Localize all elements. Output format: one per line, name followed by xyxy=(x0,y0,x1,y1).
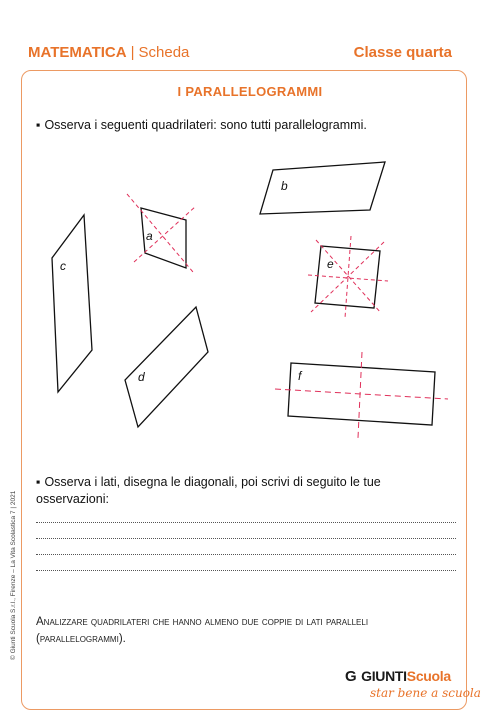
instruction-diagonals-text: Osserva i lati, disegna le diagonali, poi scrivi di seguito le tue osservazioni: xyxy=(36,475,381,506)
header-separator: | xyxy=(130,44,135,61)
logo-brand-giunti: GIUNTI xyxy=(361,668,407,684)
shape-f-axis-vertical xyxy=(358,352,362,438)
answer-line-2[interactable] xyxy=(36,538,456,540)
answer-line-3[interactable] xyxy=(36,554,456,556)
shape-e-label: e xyxy=(327,257,334,271)
shape-a-axis-1 xyxy=(127,194,193,272)
class-label: Classe quarta xyxy=(353,44,452,61)
shape-f-label: f xyxy=(298,369,302,383)
logo-brand-scuola: Scuola xyxy=(406,668,451,684)
shape-f-axis-horizontal xyxy=(275,389,448,399)
copyright-credit: © Giunti Scuola S.r.l., Firenze – La Vita Scolastica 7 | 2021 xyxy=(10,490,17,660)
sheet-type-label: Scheda xyxy=(138,44,190,61)
bullet-icon: ▪ xyxy=(36,475,41,489)
worksheet-title: I PARALLELOGRAMMI xyxy=(177,84,323,99)
giunti-scuola-logo xyxy=(345,668,451,686)
bullet-icon: ▪ xyxy=(36,118,41,132)
giunti-mark-icon: G xyxy=(345,668,357,685)
shape-d xyxy=(125,307,208,427)
answer-line-1[interactable] xyxy=(36,522,456,524)
logo-tagline: star bene a scuola xyxy=(370,686,481,700)
subject-label: MATEMATICA xyxy=(28,44,127,61)
instruction-observe-text: Osserva i seguenti quadrilateri: sono tutti parallelogrammi. xyxy=(44,118,367,132)
instruction-diagonals xyxy=(36,474,456,508)
shape-c-label: c xyxy=(60,259,66,273)
shape-a-label: a xyxy=(146,229,153,243)
shape-b xyxy=(260,162,385,214)
shape-d-label: d xyxy=(138,370,145,384)
shape-c xyxy=(52,215,92,392)
answer-line-4[interactable] xyxy=(36,570,456,572)
learning-objective: Analizzare quadrilateri che hanno almeno due coppie di lati paralleli (parallelogrammi). xyxy=(36,616,369,645)
shape-b-label: b xyxy=(281,179,288,193)
shape-e-axis-2 xyxy=(311,242,384,312)
